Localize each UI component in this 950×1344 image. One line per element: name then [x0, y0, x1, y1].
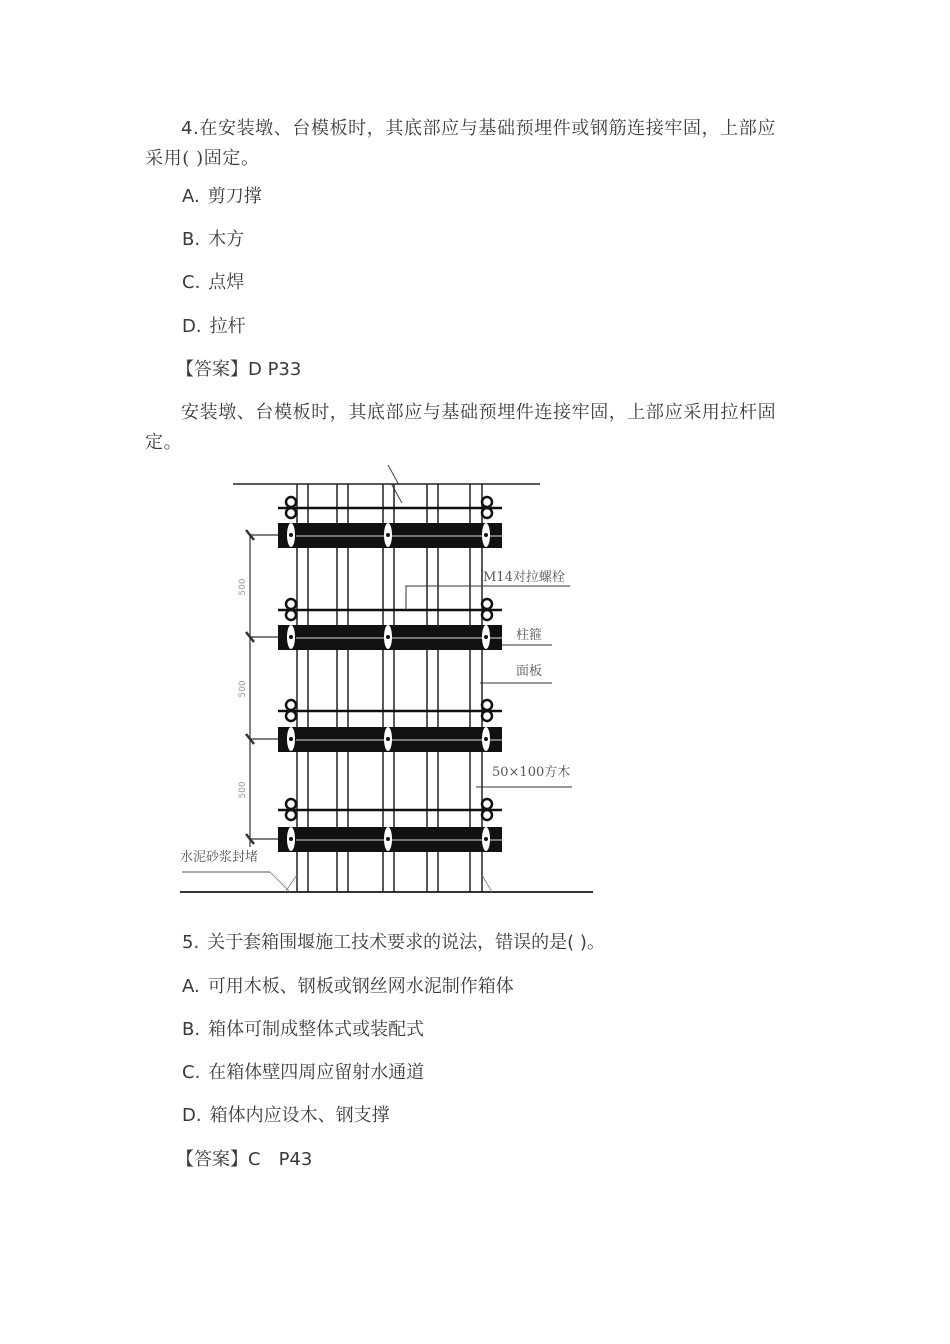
option-label: C.	[182, 1062, 201, 1083]
option-text: 箱体内应设木、钢支撑	[209, 1105, 390, 1126]
option-label: A.	[182, 186, 200, 207]
option-text: 箱体可制成整体式或装配式	[208, 1019, 425, 1040]
tier-1	[278, 497, 502, 548]
option-text: 在箱体壁四周应留射水通道	[208, 1062, 425, 1083]
question-5-number: 5.	[182, 932, 200, 953]
question-5-option-c	[182, 1060, 424, 1086]
question-5-stem-text: 关于套箱围堰施工技术要求的说法，错误的是( )。	[207, 932, 605, 953]
option-text: 点焊	[208, 272, 245, 293]
question-4-option-a	[182, 184, 262, 210]
question-4-stem-line2: 采用( )固定。	[145, 148, 260, 169]
question-4-stem	[145, 114, 810, 174]
dimension-2: 500	[238, 680, 248, 698]
option-text: 可用木板、钢板或钢丝网水泥制作箱体	[207, 976, 514, 997]
formwork-diagram	[170, 455, 610, 900]
tier-4	[278, 799, 502, 852]
question-4-option-c	[182, 270, 244, 296]
question-4-option-b	[182, 227, 244, 253]
dimension-1: 500	[238, 578, 248, 596]
label-seal: 水泥砂浆封堵	[180, 850, 259, 865]
explanation-line2: 定。	[145, 432, 183, 453]
option-text: 剪刀撑	[207, 186, 262, 207]
question-5-option-a	[182, 974, 514, 1000]
option-label: C.	[182, 272, 201, 293]
question-4-number: 4.	[181, 118, 200, 139]
label-timber: 50×100方木	[492, 765, 571, 780]
question-5-stem	[182, 930, 605, 956]
option-label: D.	[182, 1105, 202, 1126]
question-4-option-d	[182, 314, 246, 340]
tier-2	[278, 599, 502, 650]
question-4-answer: 【答案】D P33	[176, 359, 302, 380]
option-text: 拉杆	[209, 316, 246, 337]
label-hoop: 柱箍	[516, 628, 543, 643]
tier-3	[278, 700, 502, 752]
option-label: B.	[182, 1019, 201, 1040]
question-4-explanation	[145, 398, 810, 458]
option-text: 木方	[208, 229, 245, 250]
question-5-option-b	[182, 1017, 424, 1043]
label-bolt: M14对拉螺栓	[483, 570, 565, 585]
dimension-3: 500	[238, 781, 248, 799]
option-label: A.	[182, 976, 200, 997]
question-5-answer: 【答案】C P43	[176, 1149, 313, 1170]
option-label: D.	[182, 316, 202, 337]
option-label: B.	[182, 229, 201, 250]
explanation-line1: 安装墩、台模板时，其底部应与基础预埋件连接牢固，上部应采用拉杆固	[181, 402, 777, 423]
label-panel: 面板	[516, 664, 543, 679]
question-5-option-d	[182, 1103, 390, 1129]
formwork-drawing	[170, 455, 610, 900]
question-4-stem-line1: 在安装墩、台模板时，其底部应与基础预埋件或钢筋连接牢固，上部应	[199, 118, 776, 139]
